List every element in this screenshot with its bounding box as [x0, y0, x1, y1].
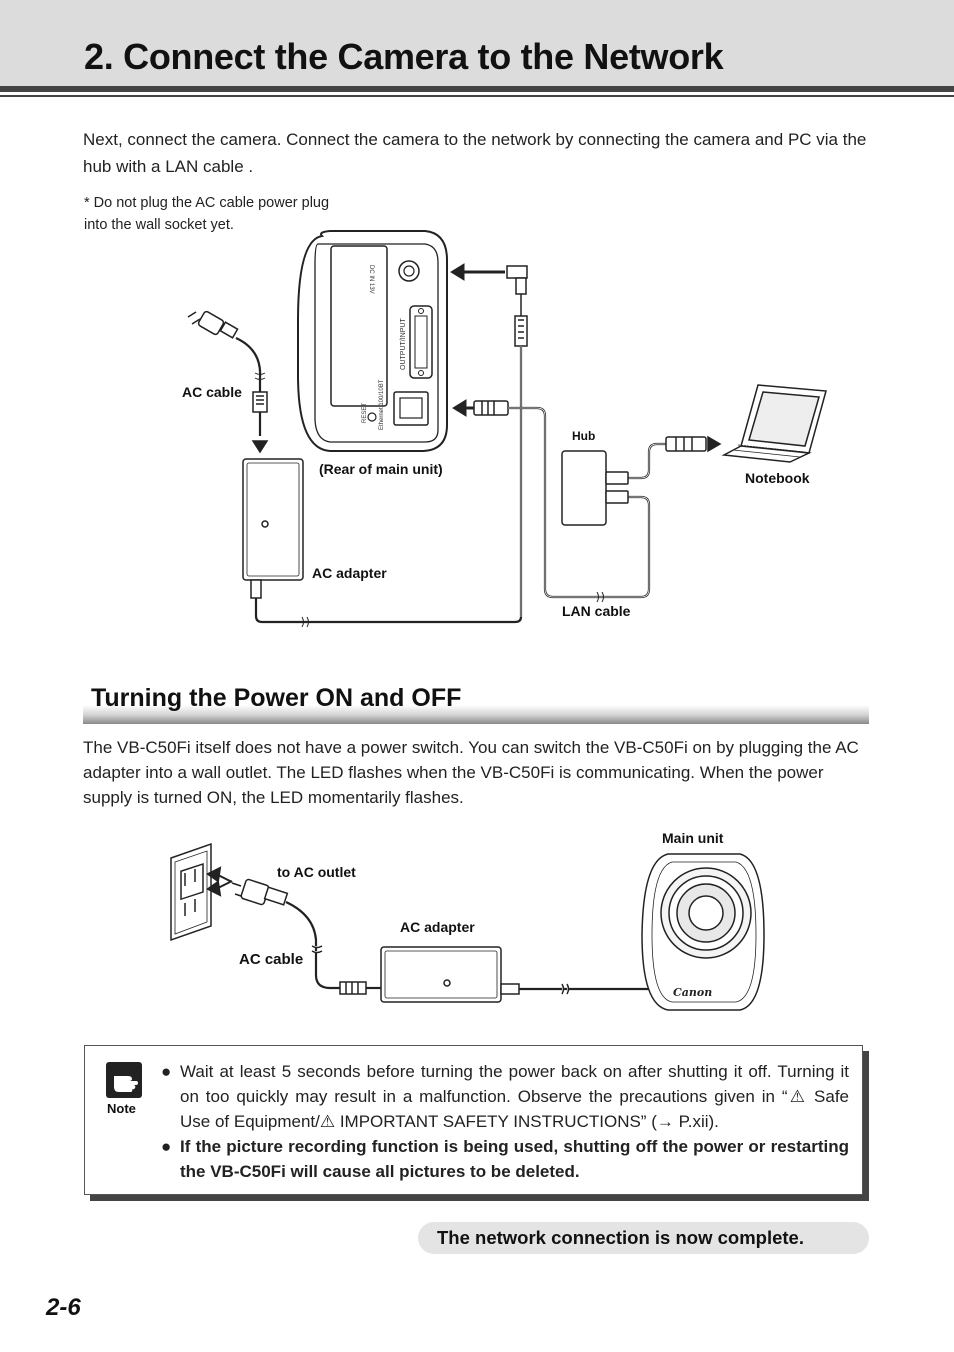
ethernet-port-label: Ethernet 100/10BT: [379, 379, 385, 430]
pointing-hand-icon: [106, 1062, 142, 1098]
ac-cable-2-label: AC cable: [239, 951, 304, 968]
bullet-icon: ●: [161, 1137, 172, 1156]
notebook-label: Notebook: [745, 470, 810, 486]
canon-logo: Canon: [673, 986, 713, 999]
ac-plug: [232, 879, 381, 994]
power-paragraph: The VB-C50Fi itself does not have a power switch. You can switch the VB-C50Fi on by plugging the AC adapter into a wall outlet. The LED flashes when the VB-C50Fi is communicating. When the power supply is turned ON, the LED momentarily flashes.: [83, 738, 859, 807]
completion-text: The network connection is now complete.: [437, 1227, 804, 1248]
note-item-1: [161, 1059, 849, 1134]
note-item-1-text: Wait at least 5 seconds before turning the power back on after shutting it off. Turning it on too quickly may result in a malfunction. Observe the precautions given in “⚠ Safe Use of Equipment/⚠ IMPORTANT SAFETY INSTRUCTIONS” (→ P.xii).: [180, 1062, 849, 1131]
ac-adapter-2: [381, 947, 650, 1002]
note-item-2-text: If the picture recording function is being used, shutting off the power or restarting the VB-C50Fi will cause all pictures to be deleted.: [180, 1137, 849, 1181]
note-label: Note: [107, 1101, 136, 1116]
note-item-2: [161, 1134, 849, 1184]
main-unit-label: Main unit: [662, 830, 724, 846]
output-input-port-label: OUTPUT/INPUT: [400, 318, 407, 370]
rear-of-main-unit-label: (Rear of main unit): [319, 461, 443, 477]
wall-outlet: [171, 844, 211, 940]
lan-cable-label: LAN cable: [562, 603, 631, 619]
footnote: * Do not plug the AC cable power plug into the wall socket yet.: [84, 195, 330, 233]
reset-label: RESET: [362, 402, 368, 423]
section-title: Turning the Power ON and OFF: [91, 684, 462, 712]
hub-label: Hub: [572, 429, 596, 443]
to-ac-outlet-label: to AC outlet: [277, 864, 356, 880]
bullet-icon: ●: [161, 1062, 172, 1081]
dc-in-port-label: DC IN 13V: [368, 265, 374, 294]
intro-paragraph: Next, connect the camera. Connect the camera to the network by connecting the camera and PC via the hub with a LAN cable .: [83, 130, 867, 176]
ac-adapter-label: AC adapter: [312, 565, 387, 581]
page-title: 2. Connect the Camera to the Network: [84, 36, 724, 77]
ac-adapter-2-label: AC adapter: [400, 919, 475, 935]
page-number: 2-6: [46, 1294, 81, 1321]
ac-cable-label: AC cable: [182, 384, 242, 400]
